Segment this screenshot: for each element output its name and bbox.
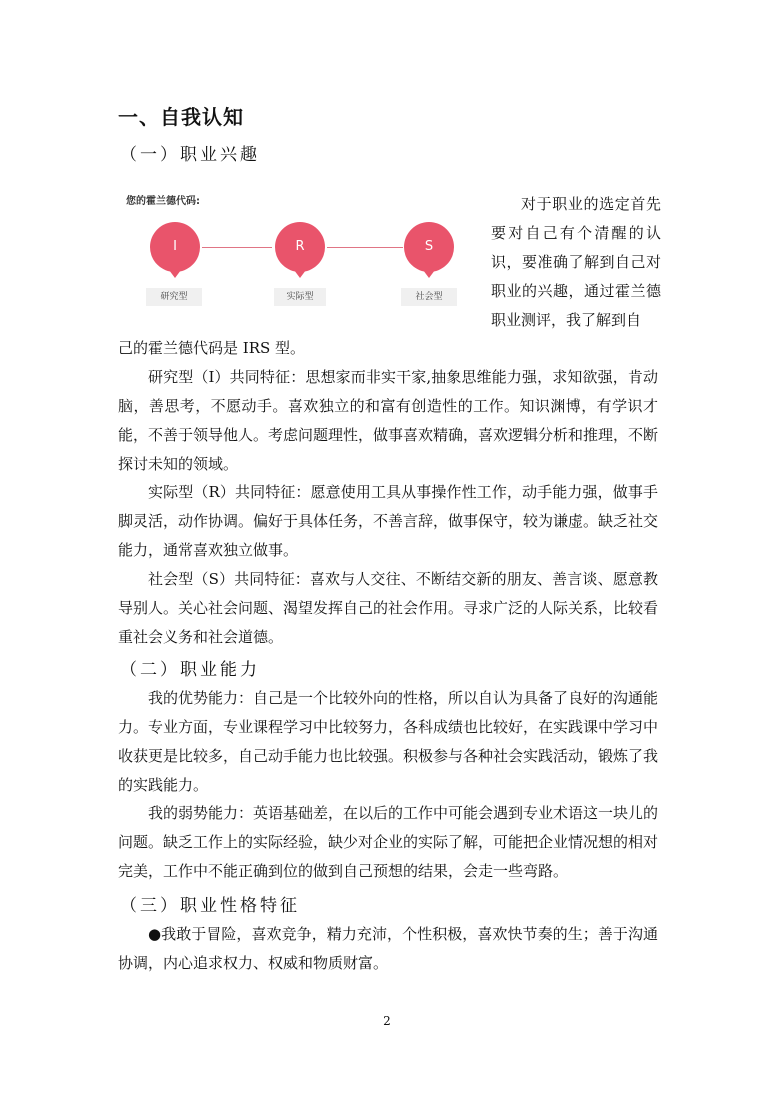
paragraph-realistic: 实际型（R）共同特征：愿意使用工具从事操作性工作，动手能力强，做事手脚灵活，动作协调。偏好于具体任务，不善言辞，做事保守，较为谦虚。缺乏社交能力，通常喜欢独立做事。 xyxy=(118,483,659,559)
pointer-icon xyxy=(169,270,181,278)
paragraph-traits: ●我敢于冒险，喜欢竞争，精力充沛，个性积极，喜欢快节奏的生；善于沟通协调，内心追求权力、权威和物质财富。 xyxy=(118,925,658,972)
figure-title: 您的霍兰德代码: xyxy=(126,196,200,207)
intro-continuation: 己的霍兰德代码是 IRS 型。 xyxy=(118,339,306,357)
code-circle-i: I xyxy=(150,222,200,272)
pointer-icon xyxy=(294,270,306,278)
paragraph-weaknesses: 我的弱势能力：英语基础差，在以后的工作中可能会遇到专业术语这一块儿的问题。缺乏工作上的实际经验，缺少对企业的实际了解，可能把企业情况想的相对完美，工作中不能正确到位的做到自己预想的结果，会走一些弯路。 xyxy=(118,804,659,880)
code-circle-r: R xyxy=(275,222,325,272)
paragraph-social: 社会型（S）共同特征：喜欢与人交往、不断结交新的朋友、善言谈、愿意教导别人。关心社会问题、渴望发挥自己的社会作用。寻求广泛的人际关系，比较看重社会义务和社会道德。 xyxy=(118,570,659,646)
connector-line xyxy=(327,247,403,248)
connector-line xyxy=(202,247,272,248)
code-label-social: 社会型 xyxy=(401,288,457,306)
code-circle-s: S xyxy=(404,222,454,272)
subheading-ability: （二）职业能力 xyxy=(120,660,260,680)
intro-text: 对于职业的选定首先要对自己有个清醒的认识，要准确了解到自己对职业的兴趣，通过霍兰德职业测评，我了解到自 xyxy=(491,195,661,329)
pointer-icon xyxy=(423,270,435,278)
subheading-interest: （一）职业兴趣 xyxy=(120,145,260,165)
code-label-investigative: 研究型 xyxy=(146,288,202,306)
paragraph-strengths: 我的优势能力：自己是一个比较外向的性格，所以自认为具备了良好的沟通能力。专业方面，专业课程学习中比较努力，各科成绩也比较好，在实践课中学习中收获更是比较多，自己动手能力也比较强。积极参与各种社会实践活动，锻炼了我的实践能力。 xyxy=(118,689,659,794)
code-label-realistic: 实际型 xyxy=(274,288,326,306)
subheading-personality: （三）职业性格特征 xyxy=(120,896,300,916)
paragraph-investigative: 研究型（I）共同特征：思想家而非实干家,抽象思维能力强，求知欲强，肯动脑，善思考，不愿动手。喜欢独立的和富有创造性的工作。知识渊博，有学识才能，不善于领导他人。考虑问题理性，做事喜欢精确，喜欢逻辑分析和推理，不断探讨未知的领域。 xyxy=(118,368,659,473)
page-number: 2 xyxy=(383,1014,391,1028)
holland-code-figure xyxy=(118,186,463,311)
section-heading-self-awareness: 一、自我认知 xyxy=(118,105,244,129)
